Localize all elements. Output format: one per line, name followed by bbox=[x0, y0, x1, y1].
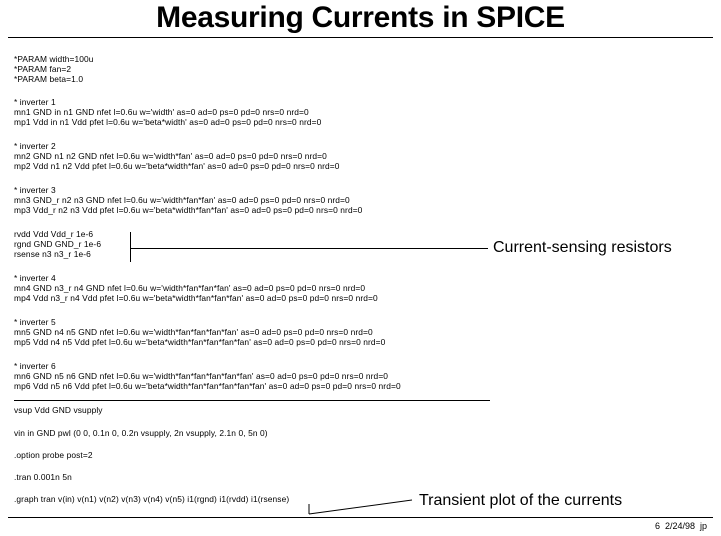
code-line: vin in GND pwl (0 0, 0.1n 0, 0.2n vsupply, 2n vsupply, 2.1n 0, 5n 0) bbox=[14, 428, 268, 438]
code-line: * inverter 6 bbox=[14, 361, 56, 371]
code-line: *PARAM width=100u bbox=[14, 54, 94, 64]
code-line: rvdd Vdd Vdd_r 1e-6 bbox=[14, 229, 94, 239]
code-line: *PARAM beta=1.0 bbox=[14, 74, 84, 85]
section-divider bbox=[14, 400, 490, 401]
code-line: * inverter 3 bbox=[14, 185, 56, 195]
code-line: * inverter 1 bbox=[14, 97, 56, 107]
resistors-leader-line bbox=[130, 248, 488, 249]
code-line: mp2 Vdd n1 n2 Vdd pfet l=0.6u w='beta*width*fan' as=0 ad=0 ps=0 pd=0 nrs=0 nrd=0 bbox=[14, 161, 340, 172]
code-block-inverter-1 bbox=[14, 97, 321, 128]
code-block-graph bbox=[14, 494, 289, 504]
footer-rule bbox=[8, 517, 713, 518]
code-block-resistors bbox=[14, 229, 101, 260]
title-underline bbox=[8, 37, 713, 38]
page-title: Measuring Currents in SPICE bbox=[156, 1, 565, 34]
code-block-vin bbox=[14, 428, 268, 438]
code-line: rgnd GND GND_r 1e-6 bbox=[14, 239, 102, 250]
footer-label: 6 2/24/98 jp bbox=[654, 521, 707, 531]
code-line: * inverter 4 bbox=[14, 273, 56, 283]
code-line: mp4 Vdd n3_r n4 Vdd pfet l=0.6u w='beta*width*fan*fan*fan' as=0 ad=0 ps=0 pd=0 nrs=0 nrd=0 bbox=[14, 293, 378, 304]
code-line: .graph tran v(in) v(n1) v(n2) v(n3) v(n4) v(n5) i1(rgnd) i1(rvdd) i1(rsense) bbox=[14, 494, 290, 504]
code-line: mp6 Vdd n5 n6 Vdd pfet l=0.6u w='beta*width*fan*fan*fan*fan*fan' as=0 ad=0 ps=0 pd=0 nrs=0 nrd=0 bbox=[14, 381, 401, 392]
code-line: .tran 0.001n 5n bbox=[14, 472, 72, 482]
code-line: mn3 GND_r n2 n3 GND nfet l=0.6u w='width*fan*fan' as=0 ad=0 ps=0 pd=0 nrs=0 nrd=0 bbox=[14, 195, 350, 206]
transient-annotation: Transient plot of the currents bbox=[419, 492, 623, 509]
code-line: mp5 Vdd n4 n5 Vdd pfet l=0.6u w='beta*width*fan*fan*fan*fan' as=0 ad=0 ps=0 pd=0 nrs=0 nrd=0 bbox=[14, 337, 386, 348]
code-line: * inverter 5 bbox=[14, 317, 56, 327]
code-line: mp3 Vdd_r n2 n3 Vdd pfet l=0.6u w='beta*width*fan*fan' as=0 ad=0 ps=0 pd=0 nrs=0 nrd=0 bbox=[14, 205, 363, 216]
resistors-annotation: Current-sensing resistors bbox=[493, 239, 672, 256]
code-line: *PARAM fan=2 bbox=[14, 64, 72, 75]
code-block-vsup bbox=[14, 405, 103, 415]
code-block-params bbox=[14, 54, 94, 85]
resistors-bracket bbox=[130, 232, 131, 262]
code-block-inverter-2 bbox=[14, 141, 340, 172]
code-line: * inverter 2 bbox=[14, 141, 56, 151]
code-block-option bbox=[14, 450, 93, 460]
code-line: mn1 GND in n1 GND nfet l=0.6u w='width' as=0 ad=0 ps=0 pd=0 nrs=0 nrd=0 bbox=[14, 107, 309, 118]
code-line: mp1 Vdd in n1 Vdd pfet l=0.6u w='beta*width' as=0 ad=0 ps=0 pd=0 nrs=0 nrd=0 bbox=[14, 117, 322, 128]
code-line: mn4 GND n3_r n4 GND nfet l=0.6u w='width*fan*fan*fan' as=0 ad=0 ps=0 pd=0 nrs=0 nrd=0 bbox=[14, 283, 366, 294]
code-block-inverter-6 bbox=[14, 361, 401, 392]
code-line: mn6 GND n5 n6 GND nfet l=0.6u w='width*fan*fan*fan*fan*fan' as=0 ad=0 ps=0 pd=0 nrs=0 nrd=0 bbox=[14, 371, 389, 382]
code-block-inverter-4 bbox=[14, 273, 378, 304]
code-block-inverter-5 bbox=[14, 317, 385, 348]
code-line: rsense n3 n3_r 1e-6 bbox=[14, 249, 91, 260]
code-line: mn5 GND n4 n5 GND nfet l=0.6u w='width*fan*fan*fan*fan' as=0 ad=0 ps=0 pd=0 nrs=0 nrd=0 bbox=[14, 327, 373, 338]
code-line: .option probe post=2 bbox=[14, 450, 93, 460]
code-block-inverter-3 bbox=[14, 185, 362, 216]
code-block-tran bbox=[14, 472, 72, 482]
code-line: vsup Vdd GND vsupply bbox=[14, 405, 103, 415]
code-line: mn2 GND n1 n2 GND nfet l=0.6u w='width*fan' as=0 ad=0 ps=0 pd=0 nrs=0 nrd=0 bbox=[14, 151, 327, 162]
